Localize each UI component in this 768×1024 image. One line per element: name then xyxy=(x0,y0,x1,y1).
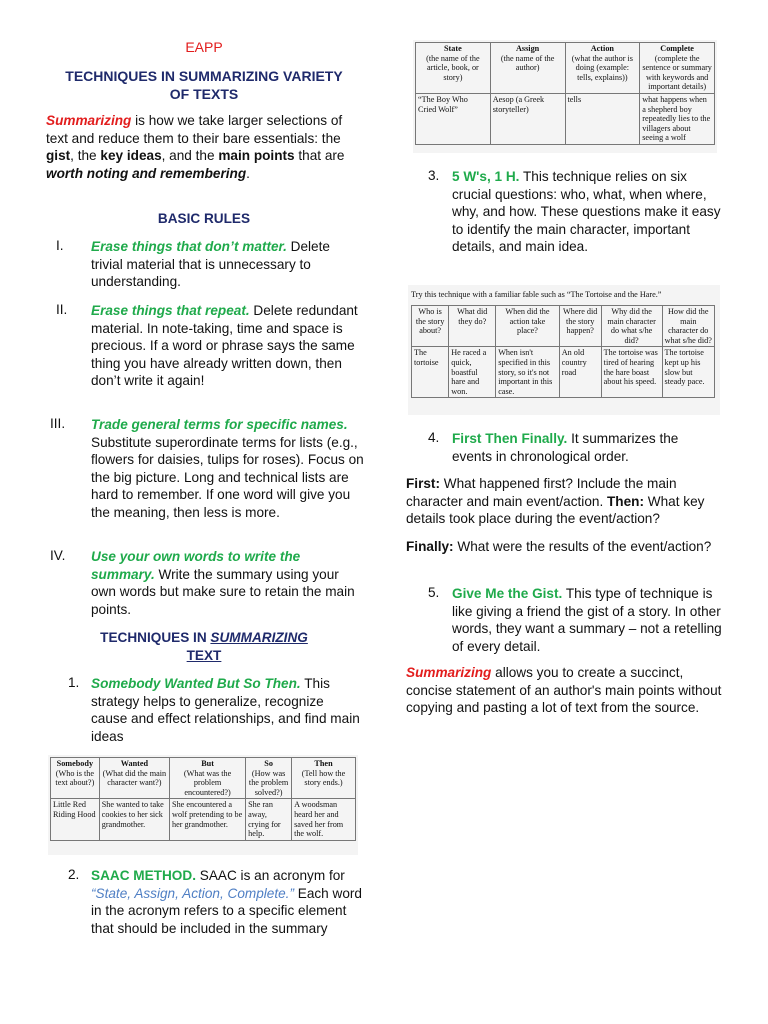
technique-body: This strategy helps to generalize, recognize cause and effect relationships, and find main ideas xyxy=(91,676,360,744)
first-text: What happened first? Include the main character and main event/action. xyxy=(406,476,677,509)
rule-title: Erase things that don’t matter. xyxy=(91,239,287,254)
rule-num: I. xyxy=(56,238,64,253)
intro-text-4: that are xyxy=(294,148,345,163)
table-cell: When isn't specified in this story, so it's not important in this case. xyxy=(496,347,560,398)
technique-body: It summarizes the events in chronological order. xyxy=(452,431,679,464)
table-cell: She encountered a wolf pretending to be her grandmother. xyxy=(170,799,246,840)
page-title-line1: TECHNIQUES IN SUMMARIZING VARIETY xyxy=(65,68,343,84)
rule-title: Trade general terms for specific names. xyxy=(91,417,348,432)
intro-key: key ideas xyxy=(100,148,162,163)
rule-text xyxy=(91,548,365,618)
table-header-cell: Action (what the author is doing (example: tells, explains)) xyxy=(565,43,640,94)
rule-num: III. xyxy=(50,416,66,431)
rule-text xyxy=(91,302,365,390)
rule-num: II. xyxy=(56,302,68,317)
table-header-cell: Wanted (What did the main character want?) xyxy=(99,758,169,799)
rule-text xyxy=(91,416,365,521)
intro-text-3: , and the xyxy=(161,148,219,163)
table-cell: Aesop (a Greek storyteller) xyxy=(490,93,565,144)
technique-text xyxy=(91,867,363,937)
rule-title: Use your own words to write the summary. xyxy=(91,549,301,582)
table-header-row xyxy=(51,758,356,799)
table-row xyxy=(51,799,356,840)
then-label: Then: xyxy=(607,493,644,509)
techniques-heading xyxy=(46,629,362,665)
table-cell: what happens when a shepherd boy repeatedly lies to the villagers about seeing a wolf xyxy=(640,93,715,144)
table-header-cell: Why did the main character do what s/he did? xyxy=(601,306,662,347)
technique-title: SAAC METHOD. xyxy=(91,868,196,883)
technique-text xyxy=(91,675,363,745)
saac-table-box xyxy=(413,40,717,153)
saac-quote: “State, Assign, Action, Complete.” xyxy=(91,885,294,901)
table-header-cell: State (the name of the article, book, or story) xyxy=(416,43,491,94)
technique-title: 5 W's, 1 H. xyxy=(452,169,520,184)
page-title-line2: OF TEXTS xyxy=(169,86,239,102)
technique-title: First Then Finally. xyxy=(452,431,568,446)
closing-paragraph xyxy=(406,664,724,717)
table-header-row xyxy=(416,43,715,94)
table-cell: He raced a quick, boastful hare and won. xyxy=(449,347,496,398)
intro-gist: gist xyxy=(46,148,71,163)
techniques-heading-em: SUMMARIZING xyxy=(210,630,308,645)
table-cell: The tortoise xyxy=(412,347,449,398)
intro-text-1: is how we take larger selections of text and reduce them to their bare essentials: the xyxy=(46,113,343,146)
technique-body-2: Each word in the acronym refers to a specific element that should be included in the summary xyxy=(91,885,362,936)
intro-term: Summarizing xyxy=(46,113,132,128)
intro-paragraph xyxy=(46,112,364,182)
header-label: EAPP xyxy=(185,39,223,55)
rule-body: Write the summary using your own words but make sure to retain the main points. xyxy=(91,566,355,617)
table-header-cell: Where did the story happen? xyxy=(559,306,601,347)
rule-num: IV. xyxy=(50,548,66,563)
technique-title: Somebody Wanted But So Then. xyxy=(91,676,301,691)
intro-main: main points xyxy=(218,148,295,163)
table-cell: The tortoise kept up his slow but steady pace. xyxy=(662,347,714,398)
table-row xyxy=(416,93,715,144)
table-header-cell: How did the main character do what s/he did? xyxy=(662,306,714,347)
rule-text xyxy=(91,238,365,291)
technique-text xyxy=(452,585,724,655)
technique-body: SAAC is an acronym for xyxy=(195,868,345,883)
table-cell: She ran away, crying for help. xyxy=(246,799,292,840)
technique-title: Give Me the Gist. xyxy=(452,586,563,601)
intro-text-2: , the xyxy=(70,148,101,163)
saac-table xyxy=(415,42,715,145)
table-header-row xyxy=(412,306,715,347)
technique-text xyxy=(452,168,722,256)
table-header-cell: Complete (complete the sentence or summary with keywords and important details) xyxy=(640,43,715,94)
swbst-table-box xyxy=(48,755,358,855)
table-header-cell: Assign (the name of the author) xyxy=(490,43,565,94)
table-cell: An old country road xyxy=(559,347,601,398)
rule-body: Delete redundant material. In note-taking, time and space is precious. If a word or phrase says the same thing you have already written down, then don’t write it again! xyxy=(91,303,358,388)
first-then-paragraph xyxy=(406,475,724,528)
page-title xyxy=(46,67,362,103)
then-text: What key details took place during the event/action? xyxy=(406,493,705,526)
table-row xyxy=(412,347,715,398)
rule-title: Erase things that repeat. xyxy=(91,303,250,318)
table-cell: tells xyxy=(565,93,640,144)
techniques-heading-pre: TECHNIQUES IN xyxy=(100,630,211,645)
swbst-table xyxy=(50,757,356,841)
table-header-cell: But (What was the problem encountered?) xyxy=(170,758,246,799)
intro-worth: worth noting and remembering xyxy=(46,165,247,181)
closing-term: Summarizing xyxy=(406,665,492,680)
table-cell: “The Boy Who Cried Wolf” xyxy=(416,93,491,144)
rule-body: Delete trivial material that is unnecessary to understanding. xyxy=(91,239,330,289)
rule-body: Substitute superordinate terms for lists (e.g., flowers for daisies, tulips for roses). Focus on the big picture. Long and technical lists are hard to remember. If one word will give you the meaning, then less is more. xyxy=(91,434,364,520)
table-header-cell: So (How was the problem solved?) xyxy=(246,758,292,799)
basic-rules-heading: BASIC RULES xyxy=(157,211,251,226)
technique-num: 1. xyxy=(68,675,80,690)
technique-body: This type of technique is like giving a friend the gist of a story. In other words, they want a summary – not a retelling of every detail. xyxy=(452,586,722,654)
technique-body: This technique relies on six crucial questions: who, what, when where, why, and how. These questions make it easy to identify the main character, important details, and main idea. xyxy=(452,169,721,254)
technique-num: 3. xyxy=(428,168,440,183)
w5-table xyxy=(411,305,715,398)
table-header-cell: What did they do? xyxy=(449,306,496,347)
closing-text: allows you to create a succinct, concise statement of an author's main points without copying and pasting a lot of text from the source. xyxy=(406,665,722,715)
technique-text xyxy=(452,430,722,465)
table-header-cell: Somebody (Who is the text about?) xyxy=(51,758,100,799)
w5-table-caption: Try this technique with a familiar fable such as “The Tortoise and the Hare.” xyxy=(411,290,662,299)
intro-text-5: . xyxy=(246,165,250,181)
finally-label: Finally: xyxy=(406,539,454,554)
table-header-cell: Then (Tell how the story ends.) xyxy=(292,758,356,799)
table-cell: The tortoise was tired of hearing the hare boast about his speed. xyxy=(601,347,662,398)
finally-paragraph xyxy=(406,538,724,556)
technique-num: 4. xyxy=(428,430,440,445)
table-header-cell: When did the action take place? xyxy=(496,306,560,347)
finally-text: What were the results of the event/action? xyxy=(453,539,712,554)
technique-num: 2. xyxy=(68,867,80,882)
table-cell: A woodsman heard her and saved her from the wolf. xyxy=(292,799,356,840)
techniques-heading-post: TEXT xyxy=(186,648,222,663)
w5-table-box xyxy=(408,285,720,415)
first-label: First: xyxy=(406,476,440,491)
table-header-cell: Who is the story about? xyxy=(412,306,449,347)
technique-num: 5. xyxy=(428,585,440,600)
table-cell: Little Red Riding Hood xyxy=(51,799,100,840)
table-cell: She wanted to take cookies to her sick grandmother. xyxy=(99,799,169,840)
